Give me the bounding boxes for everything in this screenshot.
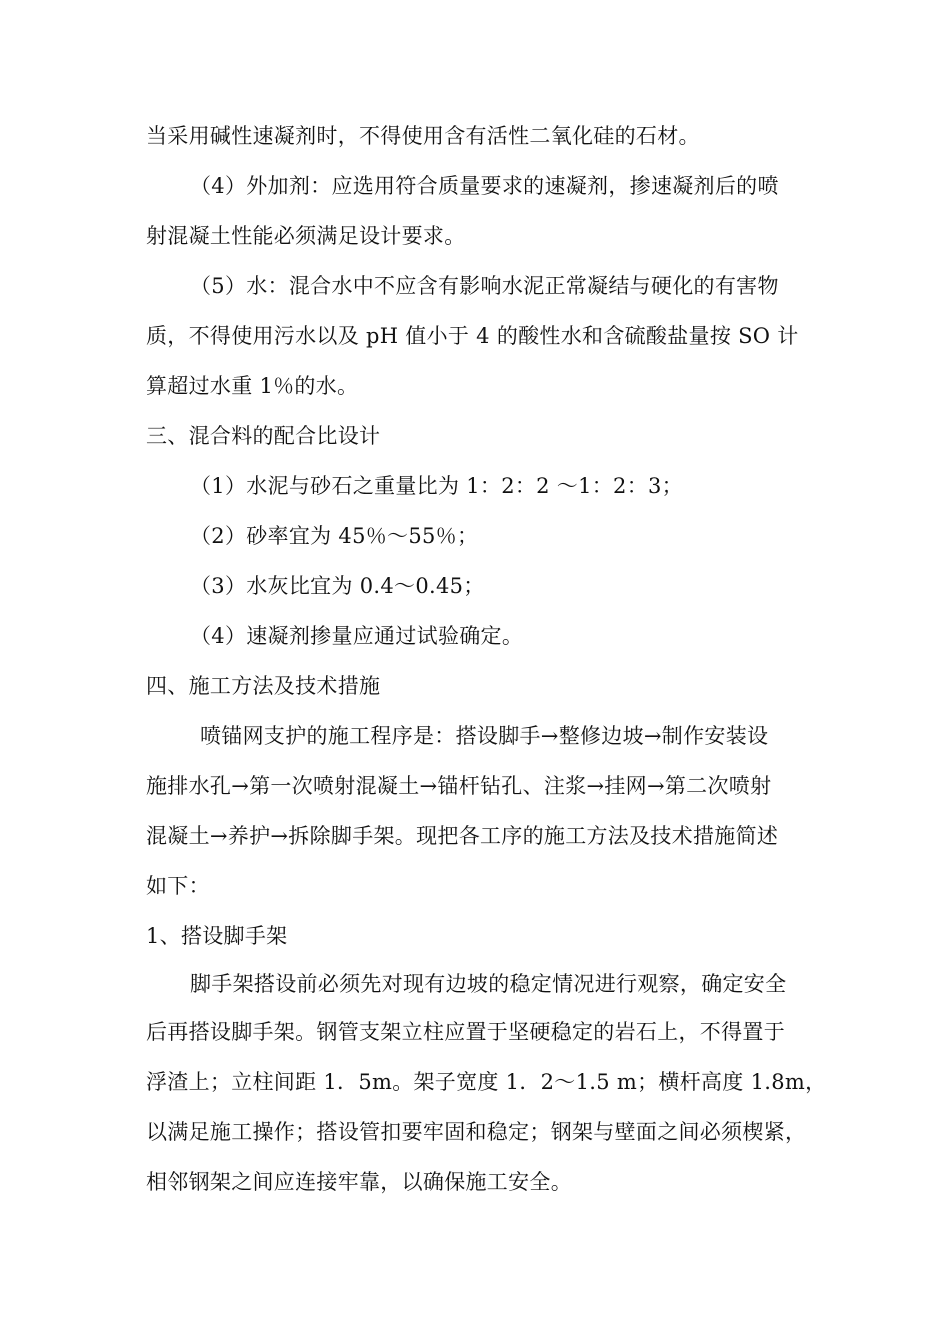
text-line: （5）水：混合水中不应含有影响水泥正常凝结与硬化的有害物 [190,274,779,298]
text-line: 质，不得使用污水以及 pH 值小于 4 的酸性水和含硫酸盐量按 SO 计 [146,324,799,348]
text-line: 以满足施工操作；搭设管扣要牢固和稳定；钢架与壁面之间必须楔紧， [146,1120,807,1144]
text-line: （2）砂率宜为 45％～55％； [190,524,479,548]
section-heading: 四、施工方法及技术措施 [146,674,381,698]
text-line: （1）水泥与砂石之重量比为 1：2：2 ～1：2：3； [190,474,683,498]
text-line: 混凝土→养护→拆除脚手架。现把各工序的施工方法及技术措施简述 [146,824,779,848]
text-line: 如下： [146,874,210,898]
text-line: 算超过水重 1％的水。 [146,374,359,398]
text-line: 浮渣上；立柱间距 1．5m。架子宽度 1．2～1.5 m；横杆高度 1.8m， [146,1070,827,1094]
subsection-heading: 1、搭设脚手架 [146,924,288,948]
text-line: 施排水孔→第一次喷射混凝土→锚杆钻孔、注浆→挂网→第二次喷射 [146,774,772,798]
text-line: （4）速凝剂掺量应通过试验确定。 [190,624,524,648]
text-line: 脚手架搭设前必须先对现有边坡的稳定情况进行观察，确定安全 [190,972,787,996]
section-heading: 三、混合料的配合比设计 [146,424,381,448]
text-line: （3）水灰比宜为 0.4～0.45； [190,574,485,598]
text-line: 射混凝土性能必须满足设计要求。 [146,224,466,248]
text-line: 当采用碱性速凝剂时，不得使用含有活性二氧化硅的石材。 [146,124,700,148]
text-line: 后再搭设脚手架。钢管支架立柱应置于坚硬稳定的岩石上，不得置于 [146,1020,785,1044]
text-line: 喷锚网支护的施工程序是：搭设脚手→整修边坡→制作安装设 [200,724,769,748]
text-line: （4）外加剂：应选用符合质量要求的速凝剂，掺速凝剂后的喷 [190,174,779,198]
text-line: 相邻钢架之间应连接牢靠，以确保施工安全。 [146,1170,572,1194]
